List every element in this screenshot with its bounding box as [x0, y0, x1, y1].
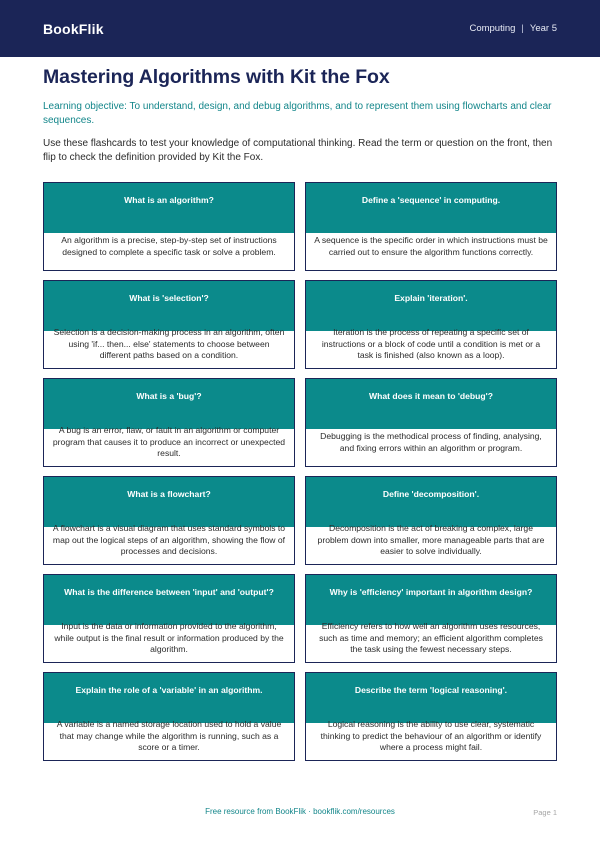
- flashcard[interactable]: [305, 378, 557, 467]
- flashcard-question: What is the difference between 'input' and 'output'?: [44, 575, 294, 625]
- flashcard[interactable]: [43, 280, 295, 369]
- flashcard-question: What is a flowchart?: [44, 477, 294, 527]
- flashcard[interactable]: [43, 672, 295, 761]
- flashcard-answer: A sequence is the specific order in which instructions must be carried out to ensure the algorithm functions correctly.: [314, 235, 548, 257]
- meta-separator: |: [521, 23, 524, 34]
- flashcard[interactable]: [43, 574, 295, 663]
- flashcard-answer: An algorithm is a precise, step-by-step set of instructions designed to complete a specific task or solve a problem.: [61, 235, 277, 257]
- flashcard-question: Define 'decomposition'.: [306, 477, 556, 527]
- flashcard-answer: Selection is a decision-making process in an algorithm, often using 'if... then... else' statements to choose between different paths based on a condition.: [53, 327, 285, 360]
- page-title: Mastering Algorithms with Kit the Fox: [43, 66, 390, 88]
- flashcard-answer: A bug is an error, flaw, or fault in an algorithm or computer program that causes it to produce an incorrect or unexpected result.: [52, 425, 286, 458]
- top-header-bar: [0, 0, 600, 57]
- flashcard-answer: Decomposition is the act of breaking a complex, large problem down into smaller, more manageable parts that are easier to solve individually.: [317, 523, 545, 556]
- flashcard-question: What is an algorithm?: [44, 183, 294, 233]
- flashcard-question: Define a 'sequence' in computing.: [306, 183, 556, 233]
- flashcard-grid: [43, 182, 557, 761]
- flashcard-question: What is a 'bug'?: [44, 379, 294, 429]
- course-meta: [469, 23, 557, 34]
- flashcard-question: Describe the term 'logical reasoning'.: [306, 673, 556, 723]
- flashcard-answer: A variable is a named storage location used to hold a value that may change while the algorithm is running, such as a score or a timer.: [56, 719, 282, 752]
- page-number: Page 1: [533, 808, 557, 817]
- flashcard-question: What does it mean to 'debug'?: [306, 379, 556, 429]
- flashcard-question: What is 'selection'?: [44, 281, 294, 331]
- flashcard-question: Why is 'efficiency' important in algorithm design?: [306, 575, 556, 625]
- flashcard[interactable]: [305, 672, 557, 761]
- flashcard[interactable]: [43, 378, 295, 467]
- flashcard-answer: Efficiency refers to how well an algorithm uses resources, such as time and memory; an efficient algorithm completes the task using the fewest necessary steps.: [319, 621, 543, 654]
- flashcard[interactable]: [305, 574, 557, 663]
- flashcard[interactable]: [305, 476, 557, 565]
- flashcard-answer: Input is the data or information provided to the algorithm, while output is the final result or information produced by the algorithm.: [54, 621, 284, 654]
- flashcard-answer: Debugging is the methodical process of finding, analysing, and fixing errors within an algorithm or program.: [320, 431, 542, 453]
- flashcard[interactable]: [305, 280, 557, 369]
- flashcard-answer: Iteration is the process of repeating a specific set of instructions or a block of code until a condition is met or a task is finished (also known as a loop).: [321, 327, 541, 360]
- intro-text: Use these flashcards to test your knowledge of computational thinking. Read the term or question on the front, then flip to check the definition provided by Kit the Fox.: [43, 138, 553, 163]
- flashcard-question: Explain the role of a 'variable' in an algorithm.: [44, 673, 294, 723]
- year-label: Year 5: [529, 23, 557, 34]
- brand-logo-text[interactable]: BookFlik: [43, 20, 104, 37]
- flashcard[interactable]: [43, 182, 295, 271]
- flashcard-question: Explain 'iteration'.: [306, 281, 556, 331]
- flashcard-answer: Logical reasoning is the ability to use clear, systematic thinking to predict the behaviour of an algorithm or identify where a process might fail.: [320, 719, 542, 752]
- footer-credit[interactable]: Free resource from BookFlik · bookflik.com/resources: [205, 807, 395, 816]
- subject-label: Computing: [469, 23, 516, 34]
- learning-objective: Learning objective: To understand, design, and debug algorithms, and to represent them using flowcharts and clear sequences.: [43, 101, 552, 126]
- flashcard-answer: A flowchart is a visual diagram that uses standard symbols to map out the logical steps of an algorithm, showing the flow of processes and decisions.: [52, 523, 286, 556]
- flashcard[interactable]: [305, 182, 557, 271]
- flashcard[interactable]: [43, 476, 295, 565]
